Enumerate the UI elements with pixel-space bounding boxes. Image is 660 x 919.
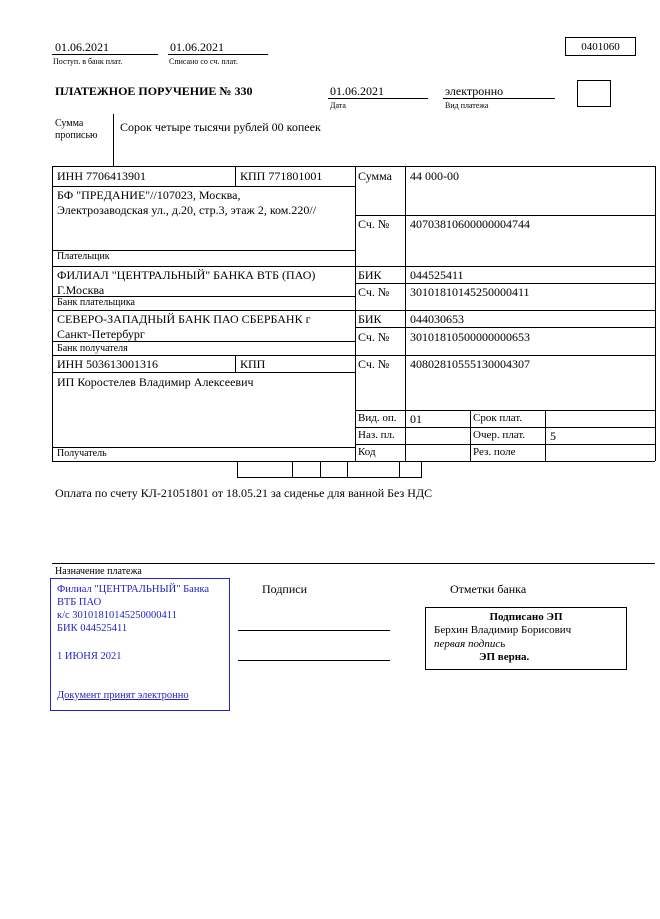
payer-bank-account-label: Сч. № [358, 285, 390, 299]
bank-blue-stamp [50, 578, 230, 711]
tax-field-tick [421, 462, 422, 477]
bank-stamp-note: Документ принят электронно [57, 689, 189, 701]
document-date-label: Дата [330, 101, 346, 110]
payee-name: ИП Коростелев Владимир Алексеевич [57, 375, 254, 389]
amount-words-divider [113, 114, 114, 166]
document-title: ПЛАТЕЖНОЕ ПОРУЧЕНИЕ № 330 [55, 84, 253, 98]
ep-stamp-title: Подписано ЭП [489, 611, 563, 623]
grid-hline [355, 283, 655, 284]
tax-field-tick [399, 462, 400, 477]
payer-bank-label: Банк плательщика [57, 297, 135, 308]
payment-type-label: Вид платежа [445, 101, 489, 110]
payer-account: 40703810600000004744 [410, 217, 530, 231]
table-border-top [52, 166, 655, 167]
grid-hline [52, 310, 655, 311]
payee-bank-bik-label: БИК [358, 312, 382, 326]
grid-hline [355, 410, 655, 411]
debited-date: 01.06.2021 [170, 40, 224, 54]
grid-vline [405, 166, 406, 461]
amount-words-label-1: Сумма [55, 118, 84, 129]
bank-stamp-date: 1 ИЮНЯ 2021 [57, 650, 122, 662]
payer-bank-bik: 044525411 [410, 268, 464, 282]
grid-vline [355, 166, 356, 461]
tax-field-tick [292, 462, 293, 477]
signatures-label: Подписи [262, 582, 308, 596]
ocher-plat-label: Очер. плат. [473, 429, 526, 441]
tax-fields-underline [237, 477, 422, 478]
tax-field-tick [347, 462, 348, 477]
grid-hline [355, 427, 655, 428]
electronic-signature-stamp [425, 607, 627, 670]
ep-stamp-verified: ЭП верна. [479, 651, 530, 664]
naz-pl-label: Наз. пл. [358, 429, 395, 441]
received-date-underline [52, 54, 158, 55]
payee-inn: ИНН 503613001316 [57, 357, 158, 371]
form-code: 0401060 [581, 40, 620, 53]
bank-stamp-name: Филиал "ЦЕНТРАЛЬНЫЙ" Банка ВТБ ПАО [57, 584, 210, 609]
grid-hline [355, 215, 655, 216]
grid-hline [355, 327, 655, 328]
payment-type: электронно [445, 84, 504, 98]
signature-line-2 [238, 660, 390, 661]
payee-bank-account: 30101810500000000653 [410, 330, 530, 344]
vid-op-value: 01 [410, 412, 422, 426]
purpose-label: Назначение платежа [55, 566, 142, 577]
payment-type-underline [443, 98, 555, 99]
sum-label: Сумма [358, 169, 392, 183]
table-border-right [655, 166, 656, 461]
ep-stamp-signature-kind: первая подпись [434, 637, 506, 650]
amount-words-label-2: прописью [55, 130, 98, 141]
sum-value: 44 000-00 [410, 169, 459, 183]
payer-kpp: КПП 771801001 [240, 169, 323, 183]
payee-account: 40802810555130004307 [410, 357, 530, 371]
debited-date-label: Списано со сч. плат. [169, 57, 238, 66]
payee-bank-label: Банк получателя [57, 343, 128, 354]
document-date-underline [328, 98, 428, 99]
grid-vline [545, 410, 546, 461]
ep-stamp-signer-name: Берхин Владимир Борисович [434, 624, 572, 637]
payer-label: Плательщик [57, 251, 110, 262]
payer-name: БФ "ПРЕДАНИЕ"//107023, Москва, Электрозаводская ул., д.20, стр.3, этаж 2, ком.220// [57, 188, 317, 217]
purpose-underline [52, 563, 655, 564]
srok-plat-label: Срок плат. [473, 412, 523, 424]
bank-stamp-corr-account: к/с 30101810145250000411 [57, 610, 177, 622]
debited-date-underline [168, 54, 268, 55]
grid-hline [52, 372, 355, 373]
vid-op-label: Вид. оп. [358, 412, 397, 424]
payee-bank-account-label: Сч. № [358, 330, 390, 344]
payee-bank-bik: 044030653 [410, 312, 464, 326]
payer-bank-bik-label: БИК [358, 268, 382, 282]
bank-marks-label: Отметки банка [450, 582, 527, 596]
payee-kpp: КПП [240, 357, 266, 371]
purpose-text: Оплата по счету КЛ-21051801 от 18.05.21 за сиденье для ванной Без НДС [55, 486, 433, 500]
grid-vline [235, 166, 236, 186]
kod-label: Код [358, 446, 376, 458]
tax-field-tick [320, 462, 321, 477]
signature-line-1 [238, 630, 390, 631]
payee-bank-name: СЕВЕРО-ЗАПАДНЫЙ БАНК ПАО СБЕРБАНК г Санкт-Петербург [57, 312, 311, 341]
payer-bank-account: 30101810145250000411 [410, 285, 530, 299]
document-date: 01.06.2021 [330, 84, 384, 98]
tax-field-tick [237, 462, 238, 477]
received-date: 01.06.2021 [55, 40, 109, 54]
form-code-box [565, 37, 636, 56]
amount-words-value: Сорок четыре тысячи рублей 00 копеек [120, 120, 321, 134]
grid-hline [52, 355, 655, 356]
ocher-plat-value: 5 [550, 429, 556, 443]
grid-vline [470, 410, 471, 461]
payee-label: Получатель [57, 448, 107, 459]
rez-pole-label: Рез. поле [473, 446, 516, 458]
grid-hline [52, 186, 355, 187]
payer-bank-name: ФИЛИАЛ "ЦЕНТРАЛЬНЫЙ" БАНКА ВТБ (ПАО) Г.Москва [57, 268, 316, 297]
table-border-left [52, 166, 53, 461]
table-border-bottom [52, 461, 655, 462]
grid-hline [355, 444, 655, 445]
payer-account-label: Сч. № [358, 217, 390, 231]
received-date-label: Поступ. в банк плат. [53, 57, 123, 66]
status-field-box [577, 80, 611, 107]
payer-inn: ИНН 7706413901 [57, 169, 146, 183]
grid-hline [52, 266, 655, 267]
grid-vline [235, 355, 236, 372]
bank-stamp-bik: БИК 044525411 [57, 623, 128, 635]
payee-account-label: Сч. № [358, 357, 390, 371]
